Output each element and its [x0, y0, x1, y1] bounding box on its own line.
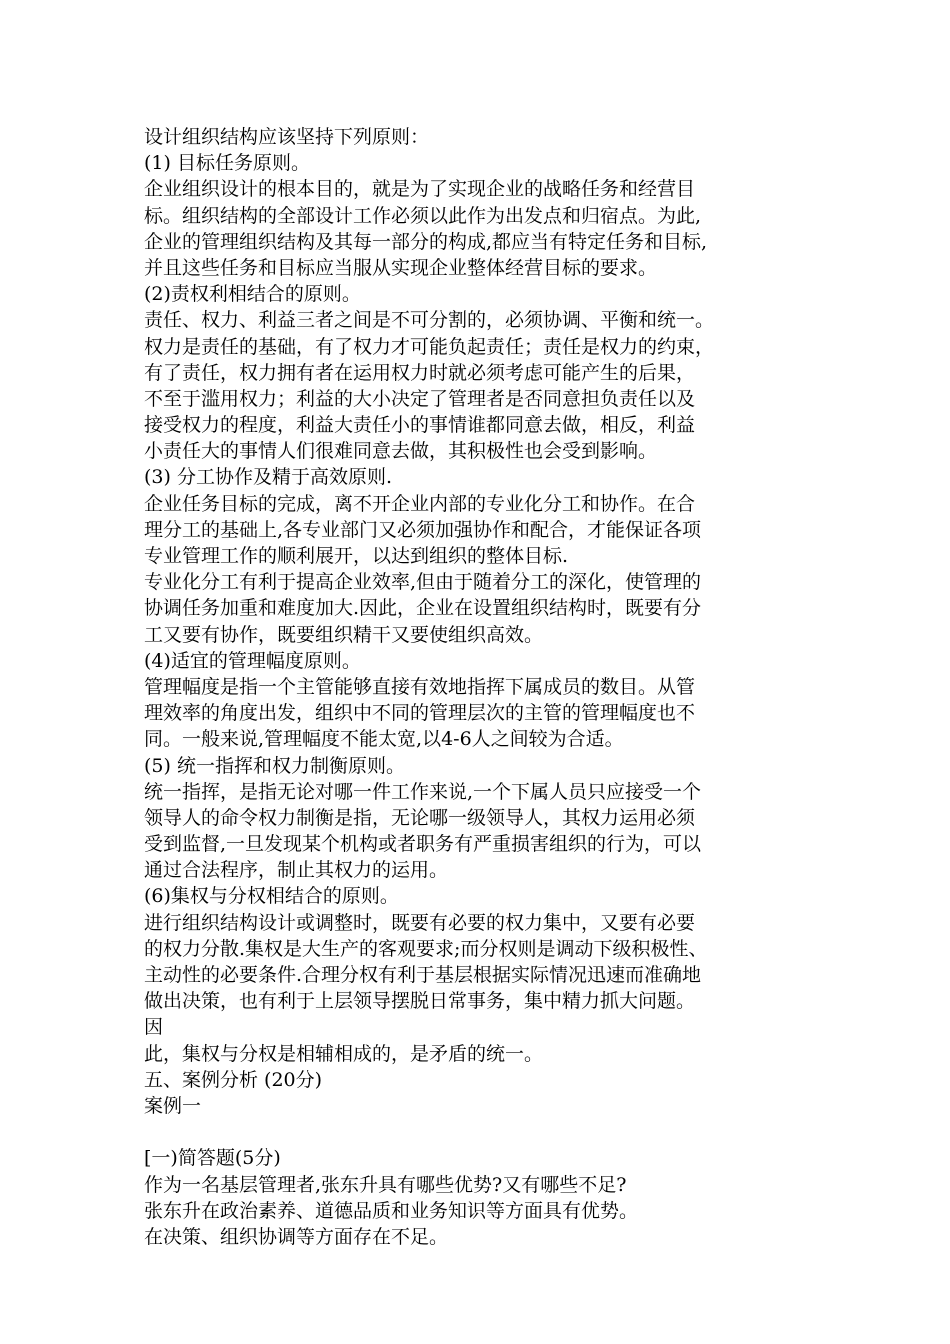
text-line: 因 — [144, 1016, 164, 1039]
section-heading: 五、案例分析 (20分) — [144, 1068, 323, 1091]
question-text: 作为一名基层管理者,张东升具有哪些优势?又有哪些不足? — [144, 1173, 627, 1196]
blank-line — [144, 1119, 824, 1145]
text-line: 理分工的基础上,各专业部门又必须加强协作和配合，才能保证各项 — [144, 518, 702, 541]
case-title: 案例一 — [144, 1094, 202, 1117]
text-line: 受到监督,一旦发现某个机构或者职务有严重损害组织的行为，可以 — [144, 833, 702, 856]
text-line: 企业组织设计的根本目的，就是为了实现企业的战略任务和经营目 — [144, 178, 696, 201]
section-heading: (1) 目标任务原则。 — [144, 152, 310, 175]
text-line: 的权力分散.集权是大生产的客观要求;而分权则是调动下级积极性、 — [144, 937, 708, 960]
text-line: 设计组织结构应该坚持下列原则： — [144, 126, 430, 148]
text-line: 同。一般来说,管理幅度不能太宽,以4-6人之间较为合适。 — [144, 728, 624, 751]
text-line: 权力是责任的基础，有了权力才可能负起责任；责任是权力的约束， — [144, 335, 715, 358]
document-body — [144, 124, 824, 1250]
text-line: 企业的管理组织结构及其每一部分的构成,都应当有特定任务和目标, — [144, 230, 708, 253]
section-heading: (6)集权与分权相结合的原则。 — [144, 885, 399, 908]
text-line: 进行组织结构设计或调整时，既要有必要的权力集中，又要有必要 — [144, 911, 696, 934]
text-line: 标。组织结构的全部设计工作必须以此作为出发点和归宿点。为此, — [144, 204, 702, 227]
text-line: 责任、权力、利益三者之间是不可分割的，必须协调、平衡和统一。 — [144, 309, 715, 332]
section-heading: (5) 统一指挥和权力制衡原则。 — [144, 754, 405, 777]
text-line: 统一指挥，是指无论对哪一件工作来说,一个下属人员只应接受一个 — [144, 780, 702, 803]
section-heading: (3) 分工协作及精于高效原则. — [144, 466, 392, 489]
text-line: 专业化分工有利于提高企业效率,但由于随着分工的深化，使管理的 — [144, 571, 702, 594]
text-line: 不至于滥用权力；利益的大小决定了管理者是否同意担负责任以及 — [144, 387, 696, 410]
text-line: 接受权力的程度，利益大责任小的事情谁都同意去做，相反，利益 — [144, 414, 696, 437]
text-line: 此，集权与分权是相辅相成的，是矛盾的统一。 — [144, 1042, 544, 1065]
text-line: 协调任务加重和难度加大.因此，企业在设置组织结构时，既要有分 — [144, 597, 702, 620]
text-line: 小责任大的事情人们很难同意去做，其积极性也会受到影响。 — [144, 440, 658, 463]
text-line: 主动性的必要条件.合理分权有利于基层根据实际情况迅速而准确地 — [144, 964, 702, 986]
text-line: 企业任务目标的完成，离不开企业内部的专业化分工和协作。在合 — [144, 492, 696, 515]
text-line: 做出决策，也有利于上层领导摆脱日常事务，集中精力抓大问题。 — [144, 990, 696, 1013]
text-line: 工又要有协作，既要组织精干又要使组织高效。 — [144, 623, 544, 646]
text-line: 领导人的命令权力制衡是指，无论哪一级领导人，其权力运用必须 — [144, 806, 696, 829]
answer-text: 张东升在政治素养、道德品质和业务知识等方面具有优势。 — [144, 1199, 639, 1222]
text-line: 并且这些任务和目标应当服从实现企业整体经营目标的要求。 — [144, 256, 658, 279]
text-line: 管理幅度是指一个主管能够直接有效地指挥下属成员的数目。从管 — [144, 675, 696, 698]
question-heading: [一)简答题(5分) — [144, 1147, 281, 1170]
text-line: 专业管理工作的顺利展开，以达到组织的整体目标. — [144, 545, 569, 567]
answer-text: 在决策、组织协调等方面存在不足。 — [144, 1225, 449, 1248]
text-line: 理效率的角度出发，组织中不同的管理层次的主管的管理幅度也不 — [144, 702, 696, 725]
section-heading: (2)责权利相结合的原则。 — [144, 283, 361, 306]
text-line: 有了责任，权力拥有者在运用权力时就必须考虑可能产生的后果， — [144, 361, 696, 384]
text-line: 通过合法程序，制止其权力的运用。 — [144, 859, 449, 882]
section-heading: (4)适宜的管理幅度原则。 — [144, 649, 361, 672]
